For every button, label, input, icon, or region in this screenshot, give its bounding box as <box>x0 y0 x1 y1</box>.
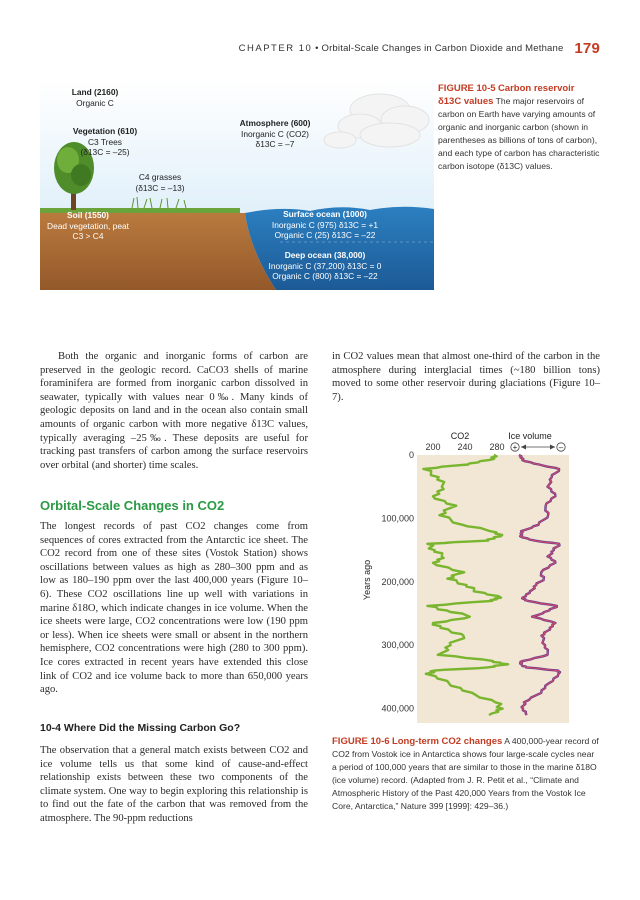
figure-10-5-label: FIGURE 10-5 <box>438 83 496 94</box>
y-tick-label: 300,000 <box>381 640 414 651</box>
figure-10-5-caption <box>438 82 600 173</box>
soil-sub2: C3 > C4 <box>72 231 104 241</box>
figure-10-6-text: A 400,000-year record of CO2 from Vostok ice in Antarctica shows four large-scale cycles near a period of 100,000 years that are similar to those in the marine δ18O (ice volume) record. (Adapted from J. R. Petit et al., “Climate and Atmospheric History of the Past 420,000 Years from the Vostok Ice Core, Antarctica,” Nature 399 [1999]: 429–36.) <box>332 736 599 811</box>
land-label: Land (2160) <box>71 87 119 97</box>
paragraph-missing-carbon: The observation that a general match exists between CO2 and ice volume tells us that some kind of cause-and-effect relationship exists between these two components of the climate system. One way to begin exploring this relationship is to find out the fate of the carbon that was removed from the atmosphere. The 90-ppm reductions <box>40 745 308 824</box>
x-tick-label: 280 <box>489 442 505 452</box>
y-tick-label: 100,000 <box>381 513 414 524</box>
surface-ocean-label: Surface ocean (1000) <box>283 209 367 219</box>
section-heading-missing-carbon: 10-4 Where Did the Missing Carbon Go? <box>40 722 241 734</box>
section-heading-orbital: Orbital-Scale Changes in CO2 <box>40 498 225 513</box>
c4-iso: (δ13C = –13) <box>135 182 185 193</box>
figure-10-6-title: Long-term CO2 changes <box>391 736 503 747</box>
chapter-title: Orbital-Scale Changes in Carbon Dioxide and Methane <box>321 43 564 54</box>
header-bullet: • <box>315 43 319 54</box>
co2-axis-title: CO2 <box>450 431 470 441</box>
figure-10-6-caption <box>332 735 600 813</box>
ice-volume-axis-title: Ice volume <box>508 431 552 441</box>
paragraph-co2-reduction: in CO2 values mean that almost one-third of the carbon in the atmosphere during interglacial times (~180 billion tons) moved to some other reservoir during glaciations (Figure 10–7). <box>332 351 600 403</box>
chapter-label: CHAPTER 10 <box>238 43 313 54</box>
y-axis-title: Years ago <box>362 559 372 601</box>
co2-ice-volume-plot <box>340 425 600 725</box>
figure-10-6-label: FIGURE 10-6 <box>332 736 390 747</box>
y-tick-label: 0 <box>408 450 414 460</box>
figure-10-6-chart <box>340 425 600 725</box>
soil-label: Soil (1550) <box>67 210 109 220</box>
deep-ocean-inorganic: Inorganic C (37,200) δ13C = 0 <box>268 260 382 271</box>
figure-10-5-text: The major reservoirs of carbon on Earth have varying amounts of organic and inorganic carbon (shown in parentheses as billions of tons of carbon), and each type of carbon has characteristic carbon isotope (δ13C) values. <box>438 96 600 171</box>
paragraph-co2-records: The longest records of past CO2 changes come from sequences of cores extracted from the Antarctic ice sheet. The CO2 record from one of these sites (Vostok Station) shows oscillations between values as high as 280–300 ppm and as low as 180–190 ppm over the last 400,000 years (Figure 10–6). These CO2 oscillations line up well with variations in marine δ18O, which indicate changes in ice volume. When the ice sheets were large, CO2 concentrations were low (190 ppm or less). When ice sheets were small or absent in the northern hemisphere, CO2 concentrations were high (280 to 300 ppm). Ice cores extracted in recent years have extended this close link of CO2 and ice volume back to more than 650,000 years ago. <box>40 521 308 696</box>
vegetation-iso: (δ13C = –25) <box>80 147 130 157</box>
chart-background <box>417 455 569 723</box>
legend-minus-sign: – <box>558 443 564 452</box>
right-column <box>332 350 600 404</box>
vegetation-label: Vegetation (610) <box>72 126 138 136</box>
c4-label: C4 grasses <box>138 172 182 182</box>
surface-ocean-inorganic: Inorganic C (975) δ13C = +1 <box>271 219 379 230</box>
atmosphere-label: Atmosphere (600) <box>239 118 311 128</box>
soil-sub: Dead vegetation, peat <box>47 220 129 231</box>
surface-ocean-organic: Organic C (25) δ13C = –22 <box>274 230 376 240</box>
x-tick-label: 240 <box>457 442 473 452</box>
left-column-3 <box>40 744 308 826</box>
deep-ocean-label: Deep ocean (38,000) <box>284 250 366 260</box>
figure-10-5-illustration <box>40 80 434 290</box>
legend-arrow-head-right <box>550 445 555 450</box>
page-number: 179 <box>574 40 600 57</box>
left-column-2 <box>40 520 308 697</box>
land-sub: Organic C <box>76 97 114 108</box>
legend-plus-sign: + <box>512 443 518 452</box>
atmosphere-iso: δ13C = –7 <box>255 139 295 149</box>
legend-arrow-head-left <box>521 445 526 450</box>
x-tick-label: 200 <box>425 442 441 452</box>
deep-ocean-organic: Organic C (800) δ13C = –22 <box>272 271 378 281</box>
y-tick-label: 400,000 <box>381 703 414 714</box>
running-header <box>60 40 600 57</box>
figure-10-5-title: Carbon reservoir δ13C values <box>438 83 575 107</box>
left-column <box>40 350 308 472</box>
y-tick-label: 200,000 <box>381 576 414 587</box>
vegetation-sub: C3 Trees <box>88 136 122 147</box>
paragraph-carbon-forms: Both the organic and inorganic forms of carbon are preserved in the geologic record. CaCO3 shells of marine foraminifera are formed from inorganic carbon dissolved in seawater, typically with values near 0‰. Many kinds of geologic deposits on land and in the ocean also contain small amounts of organic carbon with more negative δ13C values, typically averaging –25‰. These deposits are useful for tracking past transfers of carbon among the surface reservoirs over orbital (and shorter) time scales. <box>40 351 308 471</box>
atmosphere-sub: Inorganic C (CO2) <box>241 128 309 139</box>
